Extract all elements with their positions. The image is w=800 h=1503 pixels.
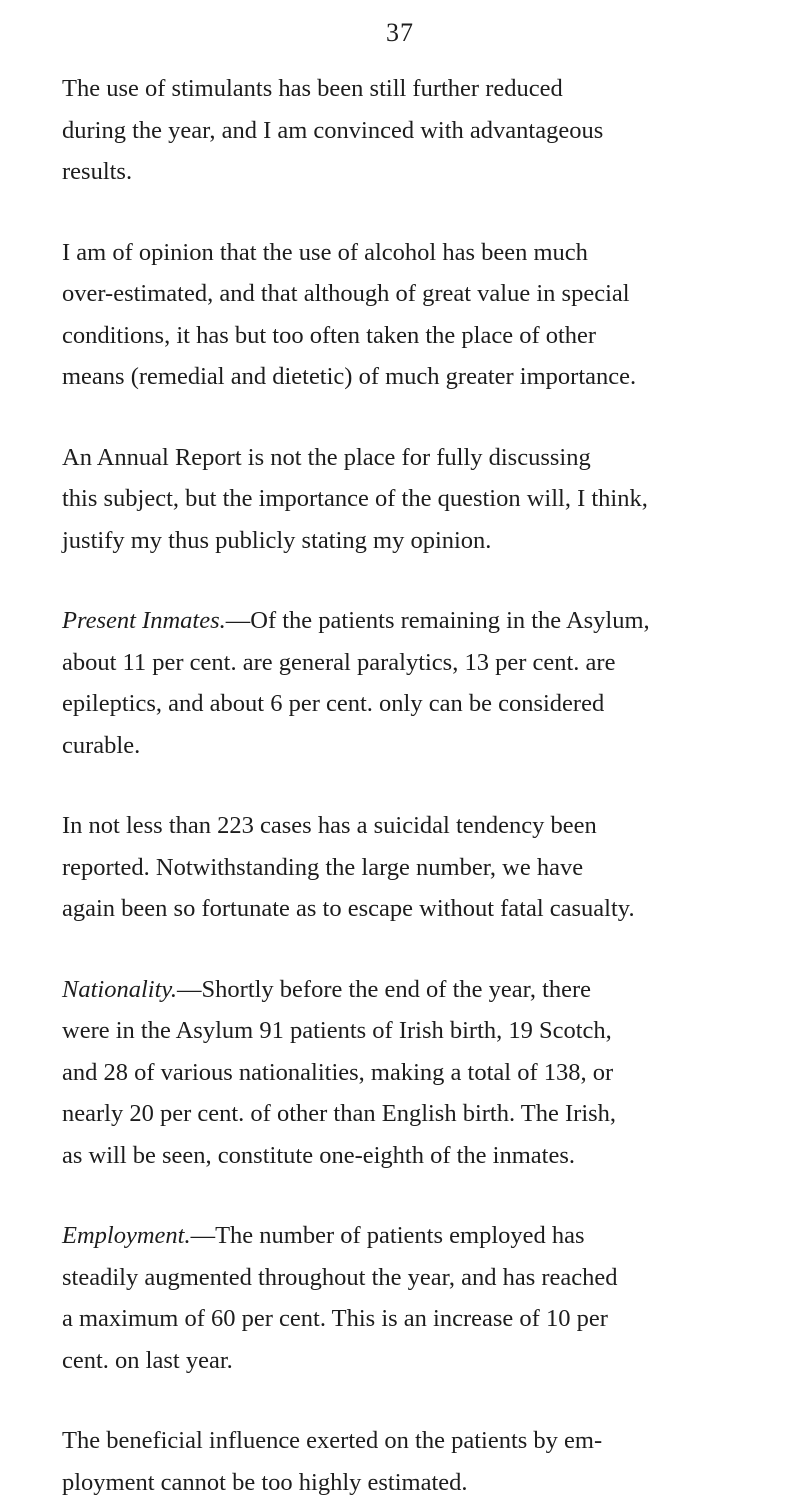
text-line (55, 969, 770, 1011)
paragraph-stimulants (55, 68, 770, 193)
text-line: and 28 of various nationalities, making a total of 138, or (55, 1052, 770, 1094)
text-run: —Of the patients remaining in the Asylum, (226, 607, 650, 634)
section-heading-nationality: Nationality. (62, 976, 177, 1003)
text-line: conditions, it has but too often taken the place of other (55, 315, 770, 357)
text-line: An Annual Report is not the place for fully discussing (55, 437, 770, 479)
text-line: were in the Asylum 91 patients of Irish birth, 19 Scotch, (55, 1010, 770, 1052)
paragraph-nationality (55, 969, 770, 1177)
paragraph-suicidal (55, 805, 770, 930)
text-line: means (remedial and dietetic) of much greater importance. (55, 356, 770, 398)
text-line: this subject, but the importance of the question will, I think, (55, 478, 770, 520)
page-number: 37 (0, 18, 800, 48)
text-line: as will be seen, constitute one-eighth of the inmates. (55, 1135, 770, 1177)
text-line: cent. on last year. (55, 1340, 770, 1382)
text-line: a maximum of 60 per cent. This is an increase of 10 per (55, 1298, 770, 1340)
text-line: over-estimated, and that although of great value in special (55, 273, 770, 315)
text-line: nearly 20 per cent. of other than English birth. The Irish, (55, 1093, 770, 1135)
paragraph-annual-report (55, 437, 770, 562)
text-line: epileptics, and about 6 per cent. only can be considered (55, 683, 770, 725)
paragraph-present-inmates (55, 600, 770, 766)
text-line: I am of opinion that the use of alcohol has been much (55, 232, 770, 274)
text-line: again been so fortunate as to escape without fatal casualty. (55, 888, 770, 930)
text-line: In not less than 223 cases has a suicidal tendency been (55, 805, 770, 847)
text-run: —Shortly before the end of the year, there (177, 976, 591, 1003)
section-heading-present-inmates: Present Inmates. (62, 607, 226, 634)
text-line (55, 600, 770, 642)
paragraph-beneficial (55, 1420, 770, 1503)
text-line: during the year, and I am convinced with advantageous (55, 110, 770, 152)
text-line: justify my thus publicly stating my opinion. (55, 520, 770, 562)
text-line: The use of stimulants has been still further reduced (55, 68, 770, 110)
text-line: curable. (55, 725, 770, 767)
text-run: —The number of patients employed has (191, 1222, 585, 1249)
text-line: results. (55, 151, 770, 193)
text-line: reported. Notwithstanding the large number, we have (55, 847, 770, 889)
body-text (55, 68, 770, 1503)
text-line: about 11 per cent. are general paralytics, 13 per cent. are (55, 642, 770, 684)
paragraph-alcohol (55, 232, 770, 398)
paragraph-employment (55, 1215, 770, 1381)
section-heading-employment: Employment. (62, 1222, 191, 1249)
text-line: steadily augmented throughout the year, and has reached (55, 1257, 770, 1299)
text-line (55, 1215, 770, 1257)
text-line: ployment cannot be too highly estimated. (55, 1462, 770, 1503)
text-line: The beneficial influence exerted on the patients by em- (55, 1420, 770, 1462)
